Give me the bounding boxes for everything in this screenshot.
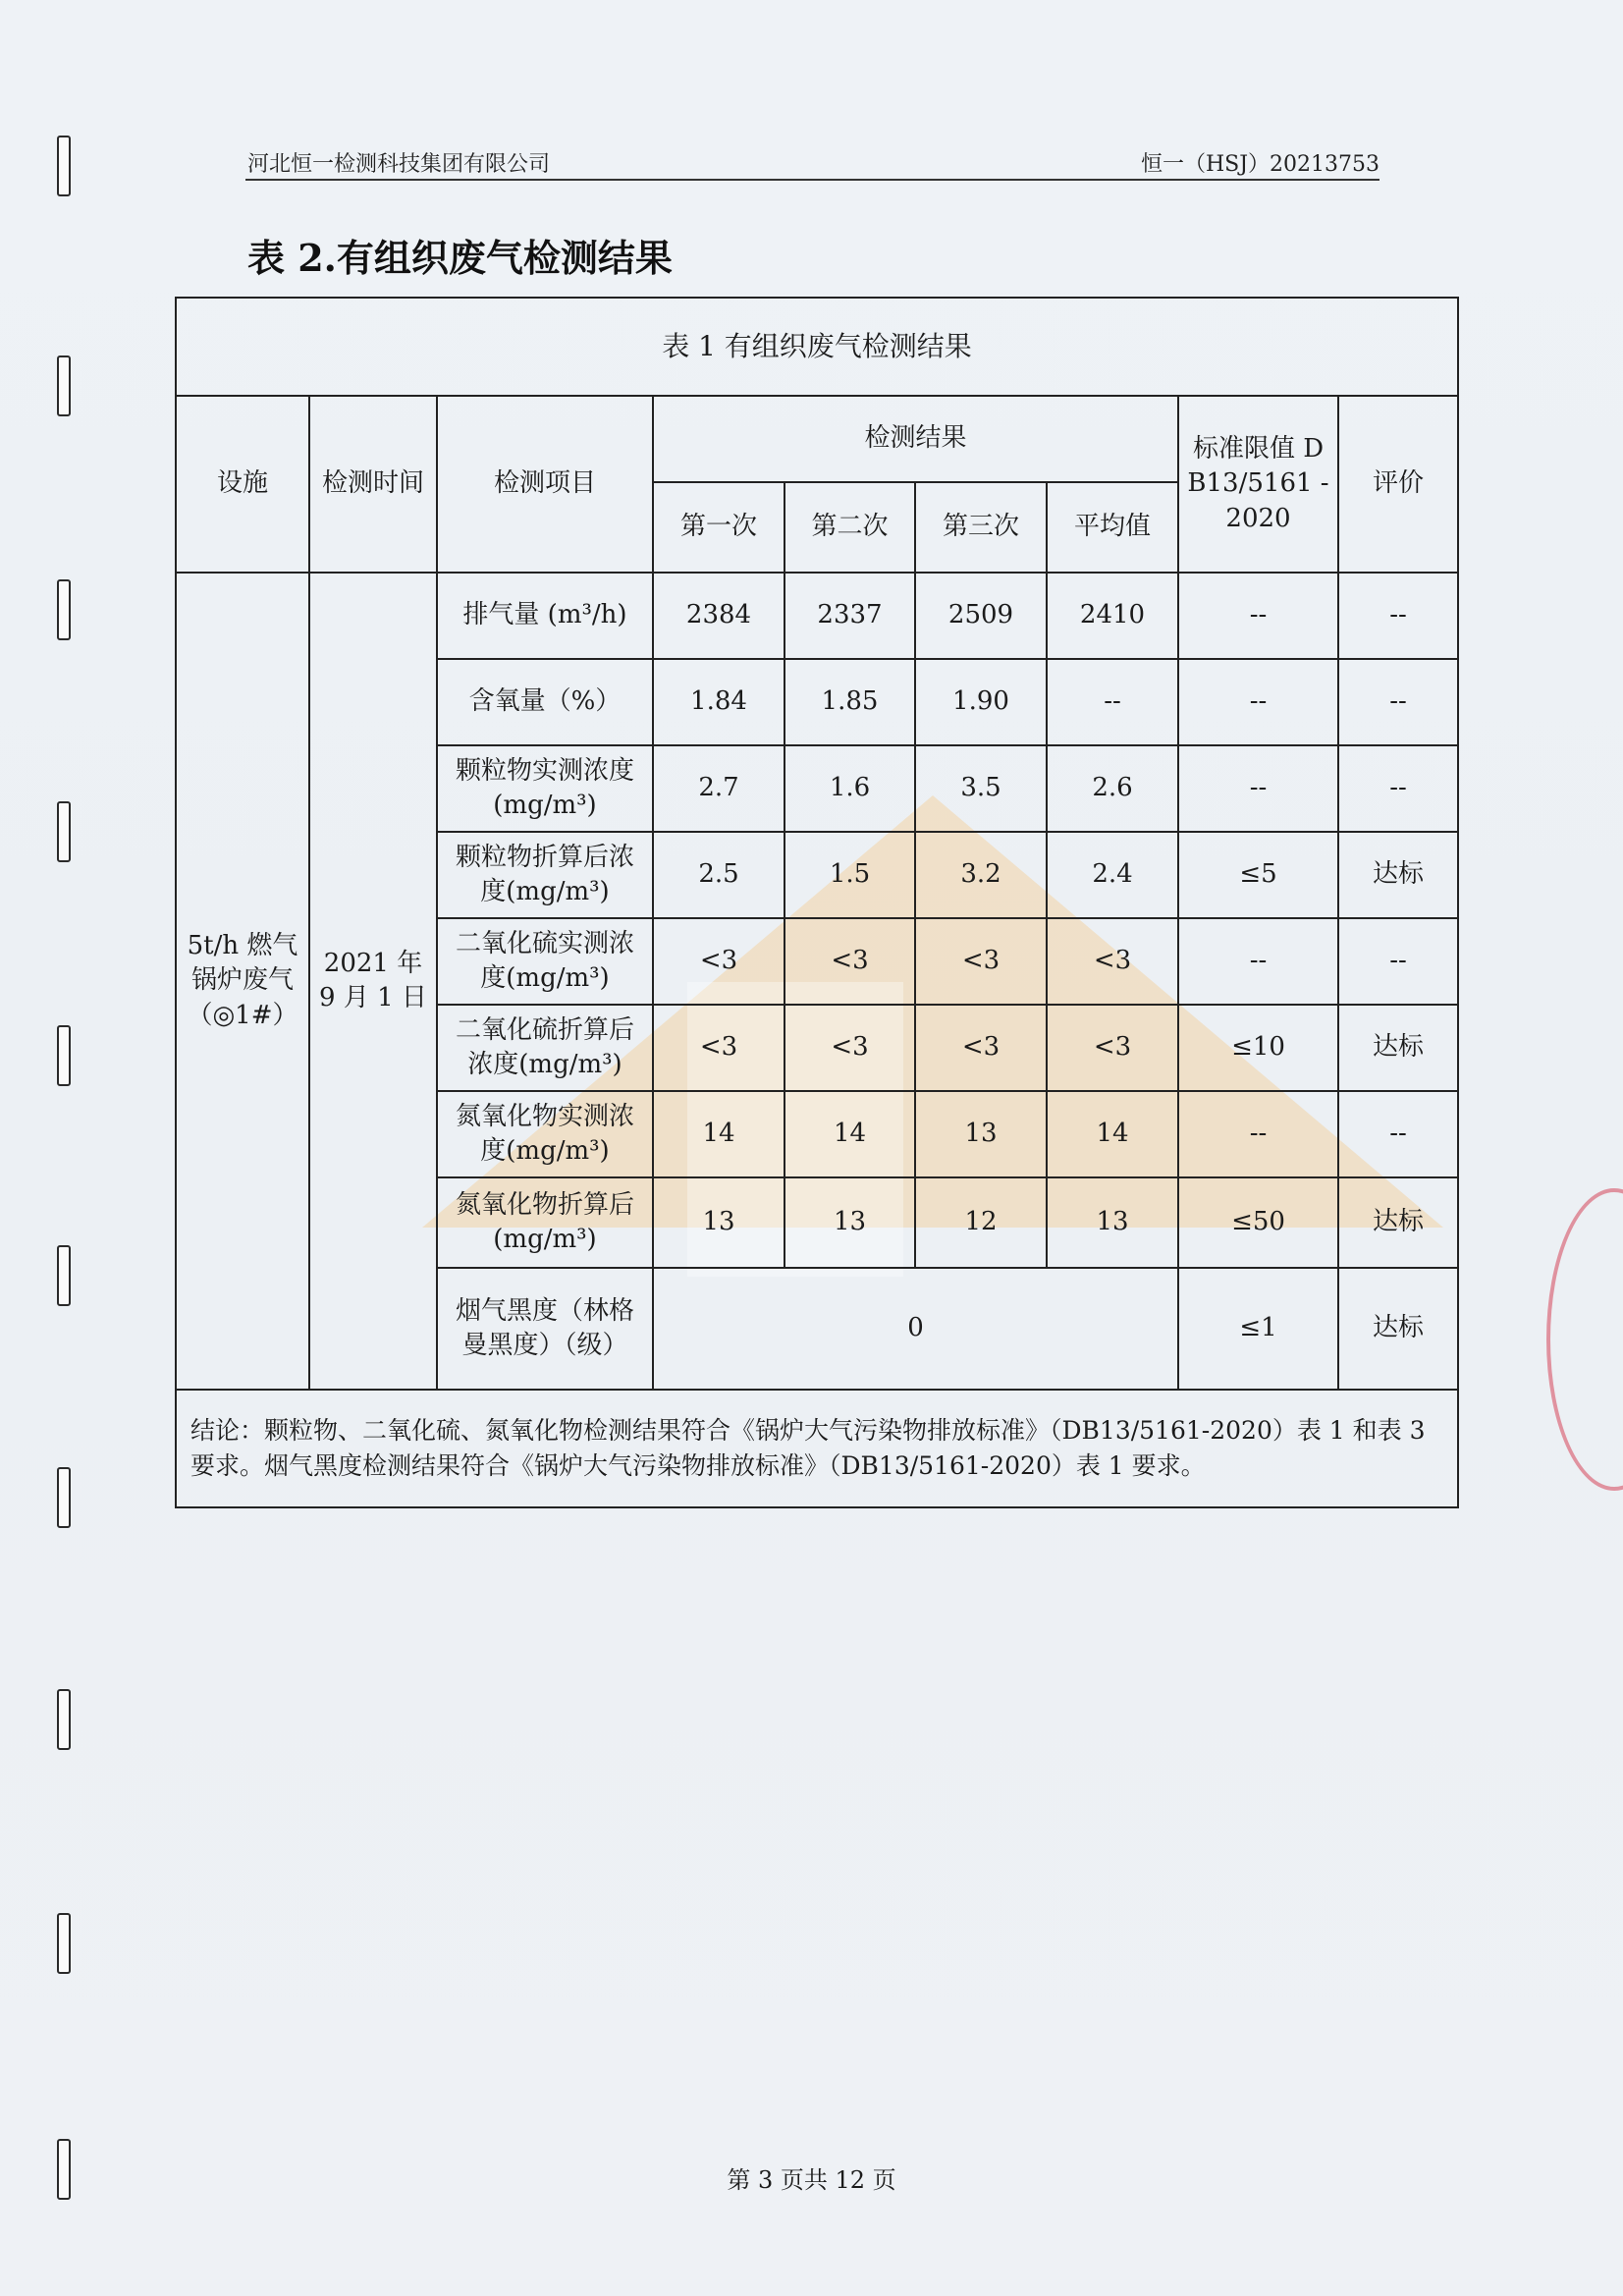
evaluation-cell: --	[1338, 573, 1458, 659]
result-cell: 2384	[653, 573, 784, 659]
limit-cell: --	[1178, 1091, 1338, 1177]
evaluation-cell: --	[1338, 745, 1458, 832]
item-cell: 二氧化硫折算后浓度(mg/m³)	[437, 1005, 653, 1091]
average-cell: 2410	[1047, 573, 1178, 659]
result-cell: 2.5	[653, 832, 784, 918]
result-cell: <3	[784, 918, 915, 1005]
average-cell: 2.6	[1047, 745, 1178, 832]
table-row	[176, 573, 1458, 659]
header-test-item: 检测项目	[437, 396, 653, 573]
result-cell: 13	[784, 1177, 915, 1268]
item-cell: 排气量 (m³/h)	[437, 573, 653, 659]
limit-cell: ≤5	[1178, 832, 1338, 918]
limit-cell: --	[1178, 745, 1338, 832]
result-cell: 2509	[915, 573, 1047, 659]
result-cell: <3	[784, 1005, 915, 1091]
header-evaluation: 评价	[1338, 396, 1458, 573]
result-cell: 1.85	[784, 659, 915, 745]
facility-cell: 5t/h 燃气锅炉废气（◎1#）	[176, 573, 309, 1390]
header-standard-limit: 标准限值 DB13/5161 -2020	[1178, 396, 1338, 573]
limit-cell: --	[1178, 918, 1338, 1005]
item-cell: 氮氧化物折算后(mg/m³)	[437, 1177, 653, 1268]
result-cell: 1.5	[784, 832, 915, 918]
report-number: 恒一（HSJ）20213753	[1140, 152, 1380, 177]
binding-hole	[57, 355, 71, 416]
company-name: 河北恒一检测科技集团有限公司	[247, 152, 551, 177]
limit-cell: --	[1178, 573, 1338, 659]
average-cell: <3	[1047, 918, 1178, 1005]
header-facility: 设施	[176, 396, 309, 573]
header-second: 第二次	[784, 482, 915, 573]
binding-hole	[57, 801, 71, 862]
result-cell: 14	[784, 1091, 915, 1177]
evaluation-cell: 达标	[1338, 1177, 1458, 1268]
result-cell: 3.2	[915, 832, 1047, 918]
evaluation-cell: 达标	[1338, 1268, 1458, 1390]
result-cell: <3	[653, 1005, 784, 1091]
evaluation-cell: 达标	[1338, 832, 1458, 918]
evaluation-cell: --	[1338, 659, 1458, 745]
item-cell: 烟气黑度（林格曼黑度）（级）	[437, 1268, 653, 1390]
result-cell: 1.6	[784, 745, 915, 832]
page-title: 表 2.有组织废气检测结果	[247, 236, 673, 280]
binding-hole	[57, 579, 71, 640]
binding-hole	[57, 1025, 71, 1086]
header-test-results: 检测结果	[653, 396, 1178, 482]
header-test-time: 检测时间	[309, 396, 437, 573]
result-cell: 3.5	[915, 745, 1047, 832]
item-cell: 氮氧化物实测浓度(mg/m³)	[437, 1091, 653, 1177]
header-average: 平均值	[1047, 482, 1178, 573]
average-cell: 13	[1047, 1177, 1178, 1268]
evaluation-cell: --	[1338, 918, 1458, 1005]
limit-cell: ≤10	[1178, 1005, 1338, 1091]
header-third: 第三次	[915, 482, 1047, 573]
result-cell: 2.7	[653, 745, 784, 832]
result-cell: 2337	[784, 573, 915, 659]
header-divider	[245, 179, 1380, 181]
result-cell: 13	[915, 1091, 1047, 1177]
average-cell: --	[1047, 659, 1178, 745]
result-cell: 12	[915, 1177, 1047, 1268]
binding-hole	[57, 1245, 71, 1306]
result-cell: <3	[915, 1005, 1047, 1091]
page-number: 第 3 页共 12 页	[727, 2166, 896, 2194]
result-cell: <3	[653, 918, 784, 1005]
conclusion-text: 结论：颗粒物、二氧化硫、氮氧化物检测结果符合《锅炉大气污染物排放标准》（DB13/5161-2020）表 1 和表 3 要求。烟气黑度检测结果符合《锅炉大气污染物排放标准》（DB13/5161-2020）表 1 要求。	[176, 1390, 1458, 1507]
header-first: 第一次	[653, 482, 784, 573]
result-cell: 1.84	[653, 659, 784, 745]
binding-hole	[57, 136, 71, 196]
limit-cell: --	[1178, 659, 1338, 745]
average-cell: 14	[1047, 1091, 1178, 1177]
result-cell: 1.90	[915, 659, 1047, 745]
average-cell: <3	[1047, 1005, 1178, 1091]
item-cell: 含氧量（%）	[437, 659, 653, 745]
binding-hole	[57, 1689, 71, 1750]
evaluation-cell: --	[1338, 1091, 1458, 1177]
limit-cell: ≤1	[1178, 1268, 1338, 1390]
test-date-cell: 2021 年 9 月 1 日	[309, 573, 437, 1390]
result-cell: 14	[653, 1091, 784, 1177]
result-cell: <3	[915, 918, 1047, 1005]
table-caption: 表 1 有组织废气检测结果	[176, 298, 1458, 396]
smoke-blackness-value: 0	[653, 1268, 1178, 1390]
item-cell: 二氧化硫实测浓度(mg/m³)	[437, 918, 653, 1005]
average-cell: 2.4	[1047, 832, 1178, 918]
limit-cell: ≤50	[1178, 1177, 1338, 1268]
binding-hole	[57, 1467, 71, 1528]
evaluation-cell: 达标	[1338, 1005, 1458, 1091]
item-cell: 颗粒物折算后浓度(mg/m³)	[437, 832, 653, 918]
binding-hole	[57, 1913, 71, 1974]
item-cell: 颗粒物实测浓度(mg/m³)	[437, 745, 653, 832]
result-cell: 13	[653, 1177, 784, 1268]
exhaust-gas-results-table	[175, 297, 1459, 1508]
